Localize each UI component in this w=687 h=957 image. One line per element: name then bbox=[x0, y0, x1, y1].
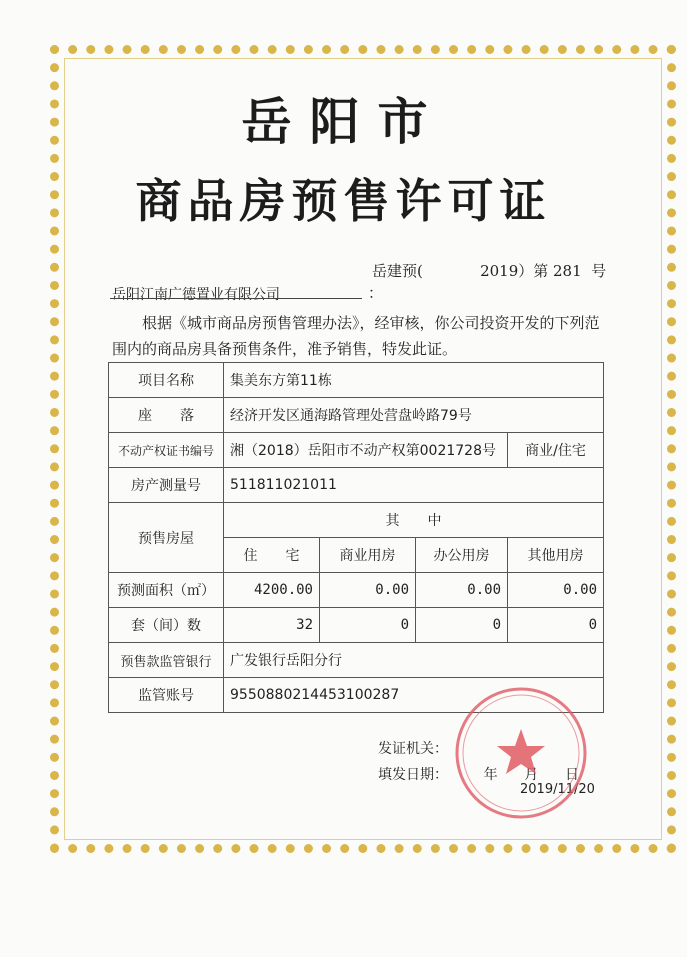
account-label: 监管账号 bbox=[109, 678, 224, 713]
table-row bbox=[109, 468, 604, 503]
intro-paragraph: 根据《城市商品房预售管理办法》，经审核，你公司投资开发的下列范围内的商品房具备预售条件，准予销售，特发此证。 bbox=[112, 314, 600, 358]
area-office: 0.00 bbox=[416, 573, 508, 608]
location-label: 座 落 bbox=[109, 398, 224, 433]
units-other: 0 bbox=[508, 608, 604, 643]
table-row bbox=[109, 573, 604, 608]
issue-date-label: 填发日期： 年 月 日 bbox=[378, 767, 580, 783]
area-other: 0.00 bbox=[508, 573, 604, 608]
survey-value: 511811021011 bbox=[224, 468, 604, 503]
bank-value: 广发银行岳阳分行 bbox=[224, 643, 604, 678]
table-row bbox=[109, 643, 604, 678]
units-office: 0 bbox=[416, 608, 508, 643]
bank-label: 预售款监管银行 bbox=[109, 643, 224, 678]
col-residential: 住 宅 bbox=[224, 538, 320, 573]
official-seal bbox=[452, 684, 590, 822]
usage-value: 商业/住宅 bbox=[508, 433, 604, 468]
cert-label: 不动产权证书编号 bbox=[109, 433, 224, 468]
units-residential: 32 bbox=[224, 608, 320, 643]
units-label: 套（间）数 bbox=[109, 608, 224, 643]
area-residential: 4200.00 bbox=[224, 573, 320, 608]
presale-label: 预售房屋 bbox=[109, 503, 224, 573]
colon-mark: ： bbox=[368, 284, 384, 302]
cert-value: 湘（2018）岳阳市不动产权第0021728号 bbox=[224, 433, 508, 468]
company-name: 岳阳江南广德置业有限公司 bbox=[112, 287, 280, 303]
document-title: 商品房预售许可证 bbox=[135, 174, 552, 228]
area-label: 预测面积（㎡） bbox=[109, 573, 224, 608]
seal-star-icon bbox=[497, 729, 545, 774]
survey-label: 房产测量号 bbox=[109, 468, 224, 503]
table-row bbox=[109, 608, 604, 643]
col-office: 办公用房 bbox=[416, 538, 508, 573]
col-commercial: 商业用房 bbox=[320, 538, 416, 573]
project-value: 集美东方第11栋 bbox=[224, 363, 604, 398]
issue-date-value: 2019/11/20 bbox=[520, 782, 595, 797]
issuer-label: 发证机关： bbox=[378, 741, 448, 757]
col-other: 其他用房 bbox=[508, 538, 604, 573]
location-value: 经济开发区通海路管理处营盘岭路79号 bbox=[224, 398, 604, 433]
city-title: 岳阳市 bbox=[241, 93, 446, 151]
account-value: 9550880214453100287 bbox=[224, 678, 604, 713]
table-row bbox=[109, 398, 604, 433]
area-commercial: 0.00 bbox=[320, 573, 416, 608]
project-label: 项目名称 bbox=[109, 363, 224, 398]
units-commercial: 0 bbox=[320, 608, 416, 643]
table-row bbox=[109, 433, 604, 468]
among-label: 其 中 bbox=[224, 503, 604, 538]
permit-number: 岳建预( 2019）第 281 号 bbox=[372, 262, 607, 280]
table-row bbox=[109, 503, 604, 538]
table-row bbox=[109, 363, 604, 398]
permit-table bbox=[108, 362, 604, 713]
company-underline bbox=[110, 298, 362, 299]
